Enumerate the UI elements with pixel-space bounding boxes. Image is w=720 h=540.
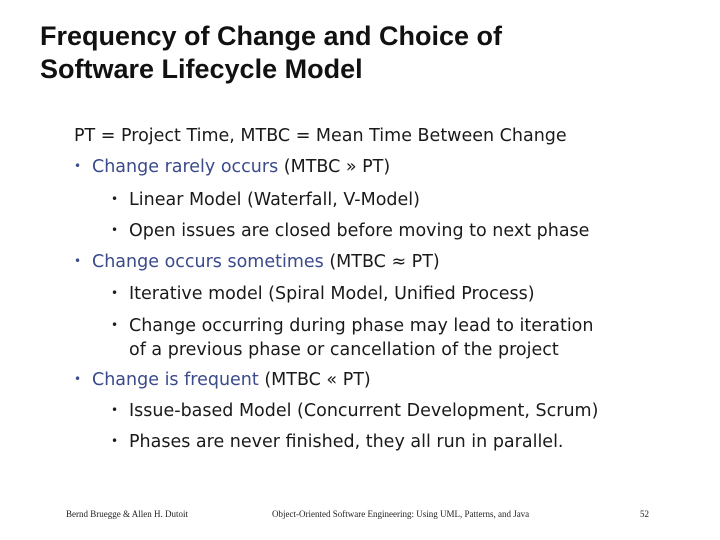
bullet-highlight: Change rarely occurs bbox=[92, 157, 279, 177]
sub-bullet-text: Open issues are closed before moving to next phase bbox=[129, 221, 590, 241]
bullet-icon: • bbox=[111, 318, 119, 332]
bullet-highlight: Change is frequent bbox=[92, 370, 259, 390]
bullet-icon: • bbox=[111, 192, 119, 206]
slide-title-line-1: Frequency of Change and Choice of bbox=[40, 21, 503, 51]
bullet-icon: • bbox=[111, 434, 119, 448]
bullet-highlight: Change occurs sometimes bbox=[92, 252, 324, 272]
sub-bullet-phases-parallel bbox=[111, 429, 564, 454]
sub-bullet-text: Iterative model (Spiral Model, Unified Process) bbox=[129, 284, 535, 304]
bullet-rest: (MTBC « PT) bbox=[258, 370, 371, 390]
footer-page-number: 52 bbox=[640, 509, 649, 519]
bullet-icon: • bbox=[111, 286, 119, 300]
sub-bullet-linear-model bbox=[111, 187, 420, 212]
sub-bullet-text-continued: of a previous phase or cancellation of the project bbox=[129, 340, 559, 360]
slide-title-line-2: Software Lifecycle Model bbox=[40, 54, 363, 84]
sub-bullet-text: Issue-based Model (Concurrent Development, Scrum) bbox=[129, 401, 599, 421]
intro-definitions: PT = Project Time, MTBC = Mean Time Between Change bbox=[74, 126, 567, 146]
bullet-change-frequent bbox=[74, 367, 371, 392]
bullet-icon: • bbox=[74, 254, 82, 268]
bullet-icon: • bbox=[111, 403, 119, 417]
sub-bullet-issue-based-model bbox=[111, 398, 598, 423]
sub-bullet-change-during-phase bbox=[111, 313, 593, 362]
bullet-change-rarely bbox=[74, 154, 390, 179]
bullet-rest: (MTBC » PT) bbox=[278, 157, 391, 177]
footer-book-title: Object-Oriented Software Engineering: Using UML, Patterns, and Java bbox=[272, 509, 530, 519]
slide-title bbox=[40, 20, 502, 86]
bullet-change-sometimes bbox=[74, 249, 440, 274]
sub-bullet-text: Change occurring during phase may lead to iteration bbox=[129, 316, 594, 336]
sub-bullet-iterative-model bbox=[111, 281, 535, 306]
sub-bullet-open-issues bbox=[111, 218, 589, 243]
bullet-icon: • bbox=[74, 372, 82, 386]
sub-bullet-text: Phases are never finished, they all run in parallel. bbox=[129, 432, 564, 452]
bullet-icon: • bbox=[111, 223, 119, 237]
bullet-rest: (MTBC ≈ PT) bbox=[323, 252, 440, 272]
sub-bullet-text: Linear Model (Waterfall, V-Model) bbox=[129, 190, 420, 210]
bullet-icon: • bbox=[74, 159, 82, 173]
footer-authors: Bernd Bruegge & Allen H. Dutoit bbox=[66, 509, 188, 519]
